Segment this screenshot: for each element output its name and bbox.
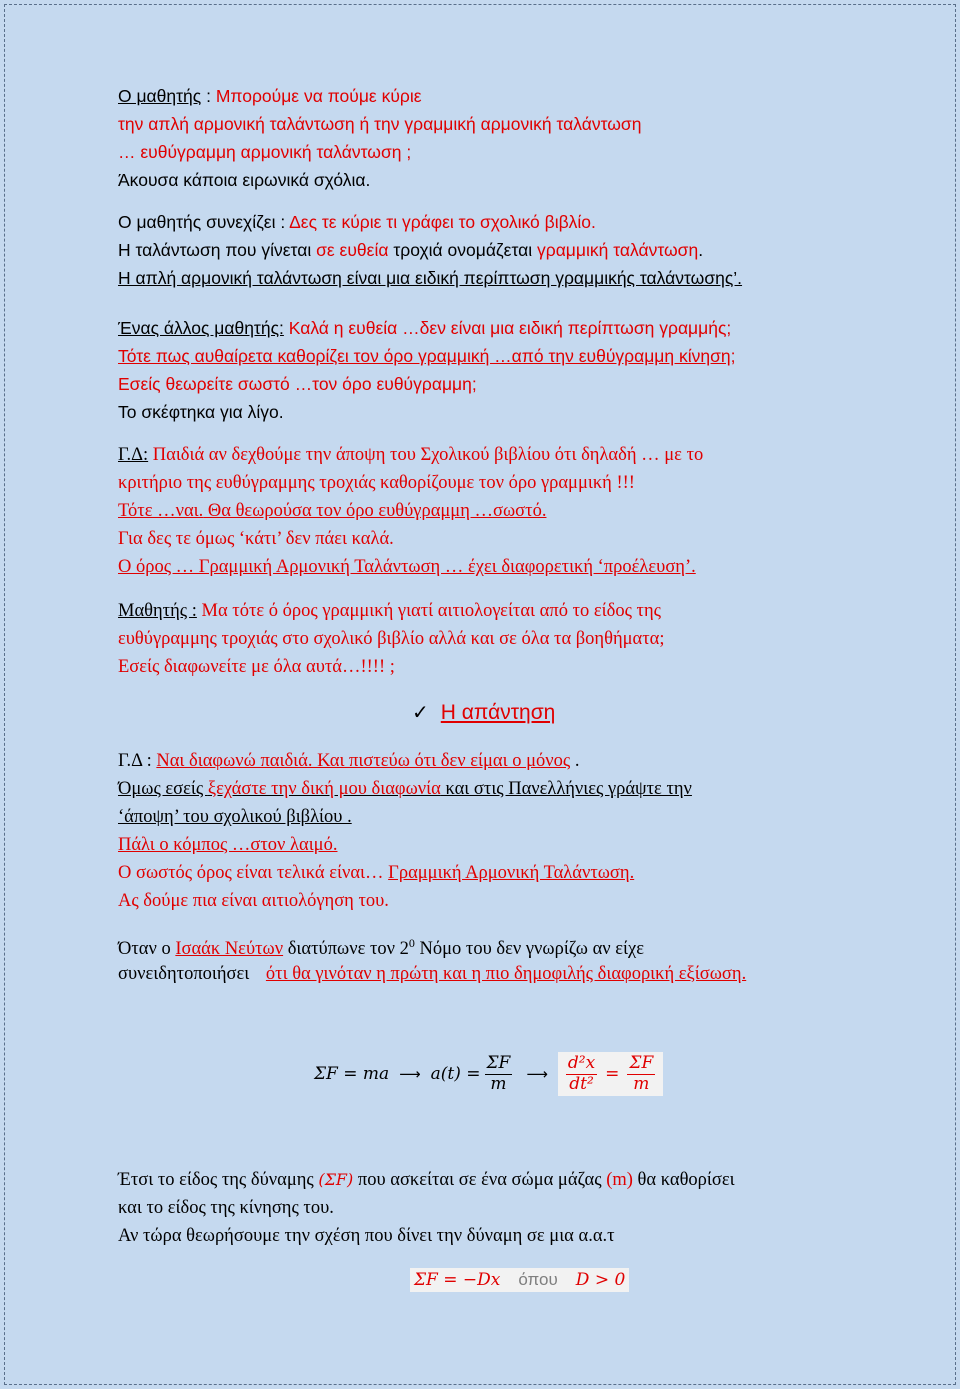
paragraph-line: κριτήριο της ευθύγραμμης τροχιάς καθορίζουμε τον όρο γραμμική !!! <box>118 473 635 493</box>
paragraph-line: Το σκέφτηκα για λίγο. <box>118 402 284 422</box>
paragraph-line: Η απλή αρμονική ταλάντωση είναι μια ειδική περίπτωση γραμμικής ταλάντωσης’. <box>118 268 743 288</box>
fraction <box>485 1054 513 1094</box>
paragraph-line: Εσείς θεωρείτε σωστό …τον όρο ευθύγραμμη; <box>118 374 477 394</box>
formula-condition: D > 0 <box>575 1270 626 1290</box>
paragraph-line <box>118 86 422 107</box>
text-span: που ασκείται σε ένα σώμα μάζας <box>353 1170 607 1190</box>
text-span: . <box>570 751 580 771</box>
paragraph-line: Άκουσα κάποια ειρωνικά σχόλια. <box>118 170 371 190</box>
text-span: και στις Πανελλήνιες γράψτε την <box>440 779 692 799</box>
newton-name: Ισαάκ Νεύτων <box>175 939 284 960</box>
text-span: τροχιά ονομάζεται <box>388 240 537 260</box>
paragraph-line <box>118 318 731 339</box>
speaker-label: Ο μαθητής συνεχίζει : <box>118 212 290 232</box>
paragraph-line <box>118 936 644 960</box>
fraction <box>627 1054 655 1094</box>
paragraph-line: Αν τώρα θεωρήσουμε την σχέση που δίνει την δύναμη σε μια α.α.τ <box>118 1226 615 1246</box>
text-span: Ναι διαφωνώ παιδιά. Και πιστεύω ότι δεν είμαι ο μόνος <box>156 751 571 771</box>
numerator: d²x <box>567 1053 596 1073</box>
dialogue-text: Παιδιά αν δεχθούμε την άποψη του Σχολικού βιβλίου ότι δηλαδή … με το <box>148 445 704 465</box>
paragraph-line: την απλή αρμονική ταλάντωση ή την γραμμική αρμονική ταλάντωση <box>118 114 642 134</box>
text-span: Νόμο του δεν γνωρίζω αν είχε <box>414 939 645 960</box>
speaker-label: Γ.Δ : <box>118 751 157 771</box>
paragraph-line: … ευθύγραμμη αρμονική ταλάντωση ; <box>118 142 412 162</box>
text-span: Όταν ο <box>118 939 176 960</box>
paragraph-line <box>118 1170 735 1191</box>
paragraph-line <box>118 779 692 800</box>
paragraph-line <box>118 964 746 985</box>
denominator: dt² <box>569 1073 594 1094</box>
paragraph-line <box>118 751 579 772</box>
equals-sign: = <box>605 1064 620 1085</box>
paragraph-line <box>118 445 703 466</box>
paragraph-line <box>118 212 596 233</box>
arrow-right-icon: ⟶ <box>399 1065 421 1084</box>
paragraph-line <box>118 240 703 261</box>
text-span: σε ευθεία <box>316 240 389 260</box>
formula-eq2-lhs: a(t) = <box>430 1064 481 1085</box>
formula-eq: ΣF = −Dx <box>414 1270 501 1290</box>
formula-word: όπου <box>518 1270 558 1289</box>
speaker-label: Μαθητής : <box>118 601 197 621</box>
answer-heading <box>412 700 555 725</box>
dialogue-text: Δες τε κύριε τι γράφει το σχολικό βιβλίο. <box>289 212 596 232</box>
text-span: Θα θεωρούσα τον όρο ευθύγραμμη …σωστό. <box>203 501 547 521</box>
text-span: (ΣF) <box>318 1170 354 1189</box>
text-span: ξεχάστε την δική μου διαφωνία <box>207 779 441 799</box>
fraction <box>566 1054 597 1094</box>
text-span: ότι θα γινόταν η πρώτη και η πιο δημοφιλής διαφορική εξίσωση. <box>265 964 747 984</box>
arrow-right-icon: ⟶ <box>526 1065 548 1084</box>
text-span: Έτσι το είδος της δύναμης <box>118 1170 319 1190</box>
superscript: 0 <box>408 936 415 950</box>
text-span: διατύπωνε τον 2 <box>283 939 409 960</box>
formula-eq1: ΣF = ma <box>314 1064 390 1085</box>
differential-equation <box>558 1052 663 1096</box>
speaker-label: Ένας άλλος μαθητής: <box>118 318 284 338</box>
text-span: (m) <box>606 1170 633 1190</box>
text-span: Η ταλάντωση που γίνεται <box>118 240 317 260</box>
text-span: θα καθορίσει <box>632 1170 735 1190</box>
text-span: Τότε …ναι. <box>118 501 204 521</box>
text-span: Γραμμική Αρμονική Ταλάντωση. <box>388 863 635 883</box>
text-span: συνειδητοποιήσει <box>118 964 254 984</box>
paragraph-line: Πάλι ο κόμπος …στον λαιμό. <box>118 835 338 855</box>
text-span: γραμμική ταλάντωση <box>536 240 699 260</box>
paragraph-line <box>118 501 546 522</box>
speaker-label: Γ.Δ: <box>118 445 149 465</box>
paragraph-line: ευθύγραμμης τροχιάς στο σχολικό βιβλίο αλλά και σε όλα τα βοηθήματα; <box>118 629 665 649</box>
paragraph-line: Εσείς διαφωνείτε με όλα αυτά…!!!! ; <box>118 657 395 677</box>
text-span: . <box>698 240 704 260</box>
text-span: Ο σωστός όρος είναι τελικά είναι… <box>118 863 389 883</box>
checkmark-icon: ✓ <box>412 700 429 724</box>
paragraph-line: και το είδος της κίνησης του. <box>118 1198 334 1218</box>
shm-force-formula <box>410 1268 629 1292</box>
answer-heading-text: Η απάντηση <box>440 701 556 724</box>
newton-formula <box>314 1052 663 1096</box>
denominator: m <box>490 1073 507 1094</box>
numerator: ΣF <box>486 1053 511 1073</box>
speaker-label: Ο μαθητής <box>118 86 202 106</box>
text-span: Όμως εσείς <box>118 779 208 799</box>
paragraph-line: Για δες τε όμως ‘κάτι’ δεν πάει καλά. <box>118 529 394 549</box>
paragraph-line <box>118 601 661 622</box>
colon: : <box>201 86 216 106</box>
paragraph-line: Ας δούμε πια είναι αιτιολόγηση του. <box>118 891 389 911</box>
paragraph-line: Τότε πως αυθαίρετα καθορίζει τον όρο γραμμική …από την ευθύγραμμη κίνηση; <box>118 346 736 366</box>
dialogue-text: Μα τότε ό όρος γραμμική γιατί αιτιολογείται από το είδος της <box>196 601 661 621</box>
denominator: m <box>633 1073 650 1094</box>
dialogue-text: Μπορούμε να πούμε κύριε <box>215 86 422 106</box>
paragraph-line: Ο όρος … Γραμμική Αρμονική Ταλάντωση … έχει διαφορετική ‘προέλευση’. <box>118 557 696 577</box>
dialogue-text: Καλά η ευθεία …δεν είναι μια ειδική περίπτωση γραμμής; <box>283 318 732 338</box>
numerator: ΣF <box>629 1053 654 1073</box>
paragraph-line <box>118 863 634 884</box>
paragraph-line: ‘άποψη’ του σχολικού βιβλίου . <box>118 807 352 827</box>
